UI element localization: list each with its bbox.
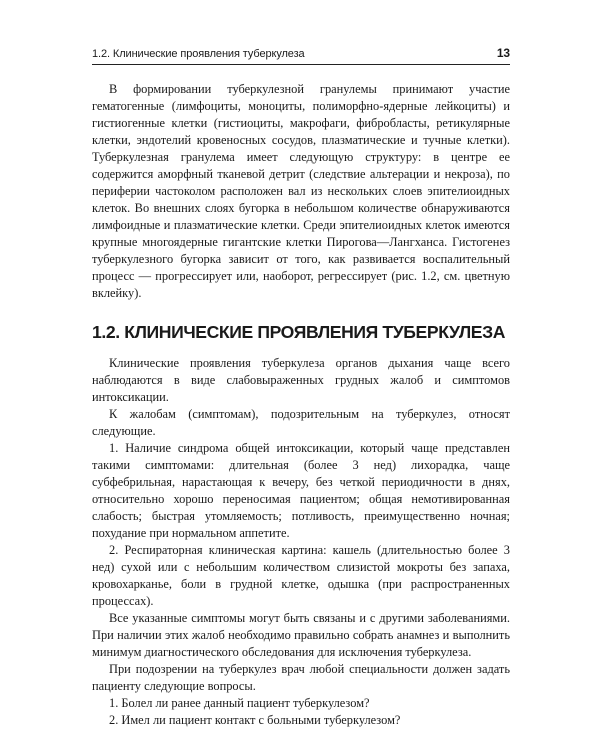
list-item: 2. Респираторная клиническая картина: кашель (длительностью более 3 нед) сухой или с небольшим количеством слизистой мокроты без запаха, кровохарканье, боли в грудной клетке, одышка (при распространенных процессах). bbox=[92, 543, 510, 608]
paragraph: Клинические проявления туберкулеза органов дыхания чаще всего наблюдаются в виде слабовыраженных грудных жалоб и симптомов интоксикации. bbox=[92, 356, 510, 404]
intro-text bbox=[92, 81, 510, 302]
list-item: 1. Наличие синдрома общей интоксикации, который чаще представлен такими симптомами: длительная (более 3 нед) лихорадка, чаще субфебрильная, нарастающая к вечеру, без четкой периодичности в днях, относительно хорошо переносимая пациентом; общая немотивированная слабость; быстрая утомляемость; потливость, преимущественно ночная; похудание при нормальном аппетите. bbox=[92, 441, 510, 540]
section-body bbox=[92, 355, 510, 729]
book-page bbox=[92, 46, 510, 729]
running-header bbox=[92, 46, 510, 65]
paragraph: При подозрении на туберкулез врач любой специальности должен задать пациенту следующие вопросы. bbox=[92, 662, 510, 693]
section-heading: 1.2. КЛИНИЧЕСКИЕ ПРОЯВЛЕНИЯ ТУБЕРКУЛЕЗА bbox=[92, 322, 506, 342]
running-title: 1.2. Клинические проявления туберкулеза bbox=[92, 48, 305, 60]
question-item: 2. Имел ли пациент контакт с больными туберкулезом? bbox=[109, 713, 401, 727]
paragraph: Все указанные симптомы могут быть связаны и с другими заболеваниями. При наличии этих жалоб необходимо правильно собрать анамнез и выполнить минимум диагностического обследования для исключения туберкулеза. bbox=[92, 611, 510, 659]
paragraph: К жалобам (симптомам), подозрительным на туберкулез, относят следующие. bbox=[92, 407, 510, 438]
page-number: 13 bbox=[496, 46, 510, 60]
question-item: 1. Болел ли ранее данный пациент туберкулезом? bbox=[109, 696, 370, 710]
paragraph: В формировании туберкулезной гранулемы принимают участие гематогенные (лимфоциты, моноциты, полиморфно-ядерные лейкоциты) и гистиогенные клетки (гистиоциты, макрофаги, фибробласты, ретикулярные клетки, эндотелий кровеносных сосудов, плазматические и тучные клетки). Туберкулезная гранулема имеет следующую структуру: в центре ее содержится аморфный тканевой детрит (следствие альтерации и некроза), по периферии частоколом расположен вал из нескольких слоев эпителиоидных клеток. Во внешних слоях бугорка в небольшом количестве обнаруживаются лимфоидные и плазматические клетки. Среди эпителиоидных клеток имеются крупные многоядерные гигантские клетки Пирогова—Лангханса. Гистогенез туберкулезного бугорка зависит от того, как развивается воспалительный процесс — прогрессирует или, наоборот, регрессирует (рис. 1.2, см. цветную вклейку). bbox=[92, 82, 510, 300]
